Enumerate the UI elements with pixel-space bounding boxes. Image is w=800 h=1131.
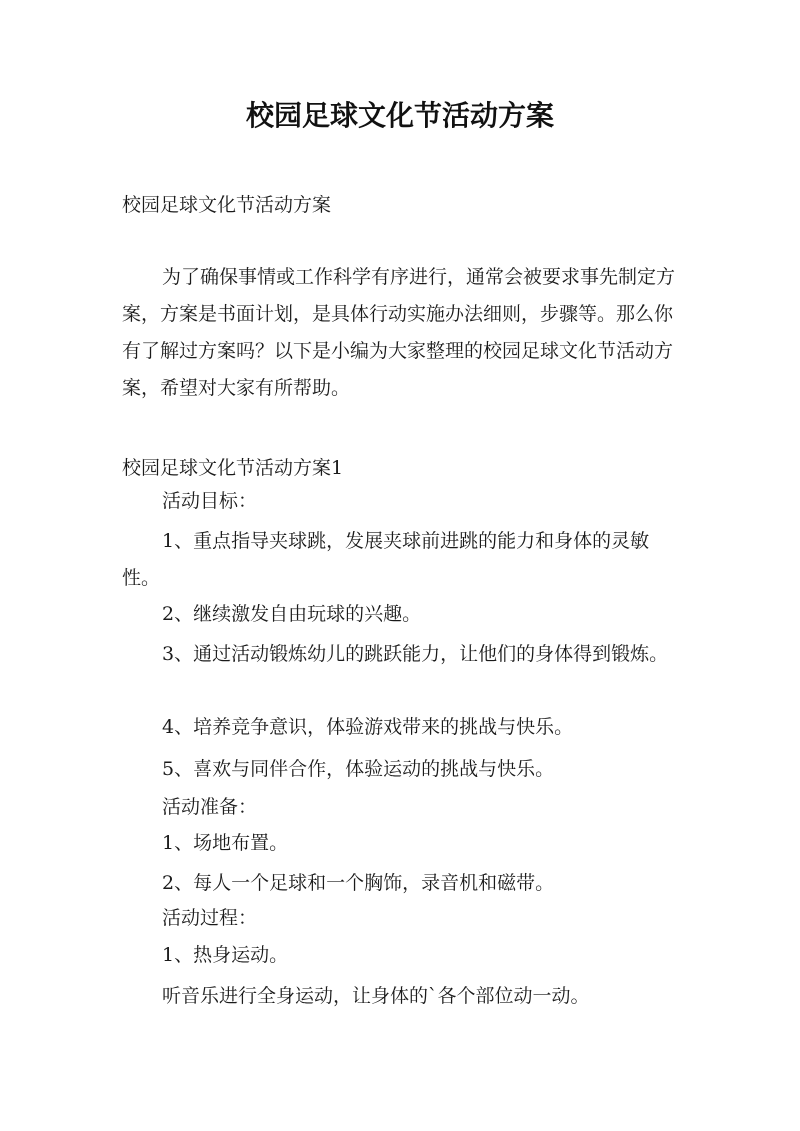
goal-item: 2、继续激发自由玩球的兴趣。 <box>162 603 422 625</box>
section-heading: 校园足球文化节活动方案1 <box>122 457 344 479</box>
goal-item: 1、重点指导夹球跳，发展夹球前进跳的能力和身体的灵敏性。 <box>122 530 650 589</box>
goal-item: 5、喜欢与同伴合作，体验运动的挑战与快乐。 <box>162 758 555 780</box>
goal-item: 3、通过活动锻炼幼儿的跳跃能力，让他们的身体得到锻炼。 <box>162 643 669 665</box>
prep-label: 活动准备： <box>162 796 258 818</box>
process-item: 1、热身运动。 <box>162 944 289 966</box>
process-label: 活动过程： <box>162 907 258 929</box>
document-subtitle: 校园足球文化节活动方案 <box>122 194 332 216</box>
document-title: 校园足球文化节活动方案 <box>245 99 554 132</box>
intro-paragraph: 为了确保事情或工作科学有序进行，通常会被要求事先制定方案，方案是书面计划，是具体行动实施办法细则，步骤等。那么你有了解过方案吗？以下是小编为大家整理的校园足球文化节活动方案，希望对大家有所帮助。 <box>122 266 676 399</box>
goals-label: 活动目标： <box>162 490 258 512</box>
prep-item: 1、场地布置。 <box>162 832 289 854</box>
goal-item: 4、培养竞争意识，体验游戏带来的挑战与快乐。 <box>162 716 574 738</box>
prep-item: 2、每人一个足球和一个胸饰，录音机和磁带。 <box>162 872 555 894</box>
process-item: 听音乐进行全身运动，让身体的`各个部位动一动。 <box>162 985 590 1007</box>
